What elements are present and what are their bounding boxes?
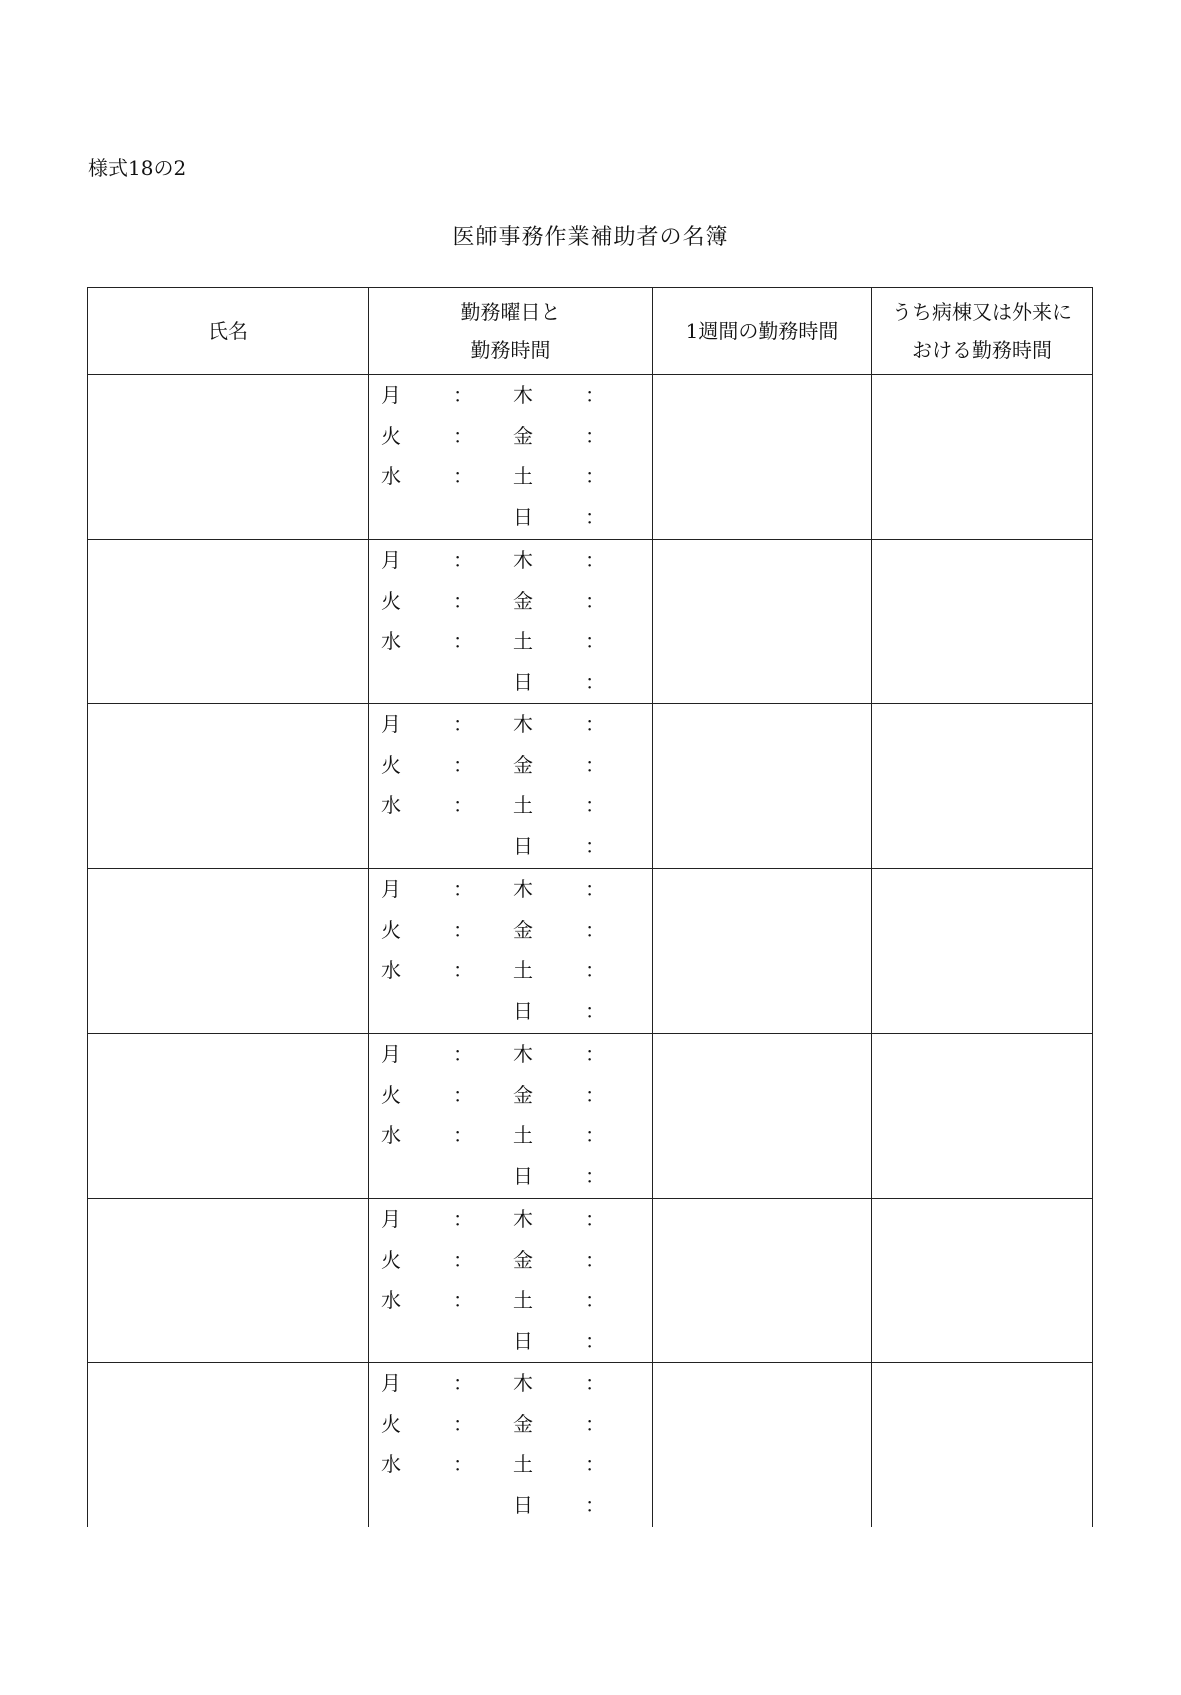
staff-name-cell[interactable]	[88, 869, 369, 1034]
time-field-wed[interactable]: ：	[453, 1452, 473, 1477]
time-field-sun[interactable]: ：	[585, 669, 605, 694]
ward-hours-cell[interactable]	[872, 869, 1093, 1034]
ward-hours-cell[interactable]	[872, 704, 1093, 869]
day-label-sun: 日	[513, 505, 533, 529]
staff-name-cell[interactable]	[88, 1033, 369, 1198]
time-field-sat[interactable]: ：	[585, 628, 605, 653]
ward-hours-cell[interactable]	[872, 1033, 1093, 1198]
time-field-sun[interactable]: ：	[585, 834, 605, 859]
weekday-grid	[369, 1363, 652, 1526]
day-label-sat: 土	[513, 1452, 533, 1477]
header-ward-line1: うち病棟又は外来に	[892, 300, 1072, 324]
day-label-tue: 火	[381, 424, 401, 448]
time-field-sun[interactable]: ：	[585, 1163, 605, 1188]
time-field-sat[interactable]: ：	[585, 1287, 605, 1312]
weekly-hours-cell[interactable]	[653, 704, 872, 869]
weekday-grid	[369, 1199, 652, 1362]
day-label-sun: 日	[513, 999, 533, 1024]
day-label-thu: 木	[513, 1041, 533, 1066]
day-label-mon: 月	[381, 1371, 401, 1396]
time-field-mon[interactable]: ：	[453, 547, 473, 572]
time-field-thu[interactable]: ：	[585, 712, 605, 737]
ward-hours-cell[interactable]	[872, 539, 1093, 704]
day-label-mon: 月	[381, 712, 401, 737]
time-field-sun[interactable]: ：	[585, 1328, 605, 1353]
day-label-thu: 木	[513, 877, 533, 902]
day-label-mon: 月	[381, 877, 401, 902]
time-field-thu[interactable]: ：	[585, 877, 605, 902]
table-row	[88, 1198, 1093, 1363]
time-field-thu[interactable]: ：	[585, 383, 605, 407]
time-field-tue[interactable]: ：	[453, 588, 473, 613]
work-days-cell	[369, 375, 653, 540]
time-field-wed[interactable]: ：	[453, 628, 473, 653]
time-field-sat[interactable]: ：	[585, 1452, 605, 1477]
time-field-wed[interactable]: ：	[453, 1287, 473, 1312]
day-label-mon: 月	[381, 1206, 401, 1231]
table-row	[88, 704, 1093, 869]
day-label-tue: 火	[381, 753, 401, 778]
weekly-hours-cell[interactable]	[653, 1363, 872, 1527]
ward-hours-cell[interactable]	[872, 375, 1093, 540]
time-field-mon[interactable]: ：	[453, 1041, 473, 1066]
time-field-sun[interactable]: ：	[585, 1493, 605, 1518]
work-days-cell	[369, 1198, 653, 1363]
staff-name-cell[interactable]	[88, 375, 369, 540]
weekday-grid	[369, 375, 652, 538]
day-label-mon: 月	[381, 1041, 401, 1066]
day-label-fri: 金	[513, 1247, 533, 1272]
header-weekly-hours: 1週間の勤務時間	[653, 288, 872, 375]
day-label-wed: 水	[381, 628, 401, 653]
day-label-tue: 火	[381, 1412, 401, 1437]
time-field-sun[interactable]: ：	[585, 999, 605, 1024]
time-field-tue[interactable]: ：	[453, 1247, 473, 1272]
time-field-fri[interactable]: ：	[585, 1082, 605, 1107]
day-label-fri: 金	[513, 1082, 533, 1107]
header-row	[88, 288, 1093, 375]
header-name: 氏名	[88, 288, 369, 375]
day-label-sat: 土	[513, 1122, 533, 1147]
time-field-tue[interactable]: ：	[453, 918, 473, 943]
time-field-thu[interactable]: ：	[585, 1206, 605, 1231]
weekday-grid	[369, 869, 652, 1032]
staff-name-cell[interactable]	[88, 704, 369, 869]
staff-name-cell[interactable]	[88, 539, 369, 704]
table-row	[88, 539, 1093, 704]
day-label-tue: 火	[381, 588, 401, 613]
time-field-sun[interactable]: ：	[585, 505, 605, 529]
header-days-line1: 勤務曜日と	[460, 300, 561, 324]
time-field-sat[interactable]: ：	[585, 793, 605, 818]
day-label-sat: 土	[513, 793, 533, 818]
time-field-fri[interactable]: ：	[585, 424, 605, 448]
day-label-fri: 金	[513, 424, 533, 448]
weekday-grid	[369, 540, 652, 703]
weekly-hours-cell[interactable]	[653, 1033, 872, 1198]
ward-hours-cell[interactable]	[872, 1198, 1093, 1363]
table-body	[88, 375, 1093, 1528]
day-label-fri: 金	[513, 918, 533, 943]
time-field-tue[interactable]: ：	[453, 1412, 473, 1437]
header-ward-hours	[872, 288, 1093, 375]
day-label-fri: 金	[513, 1412, 533, 1437]
weekly-hours-cell[interactable]	[653, 869, 872, 1034]
work-days-cell	[369, 539, 653, 704]
day-label-sat: 土	[513, 958, 533, 983]
time-field-fri[interactable]: ：	[585, 1412, 605, 1437]
time-field-wed[interactable]: ：	[453, 1122, 473, 1147]
day-label-tue: 火	[381, 918, 401, 943]
staff-name-cell[interactable]	[88, 1363, 369, 1527]
time-field-mon[interactable]: ：	[453, 383, 473, 407]
day-label-sat: 土	[513, 628, 533, 653]
time-field-thu[interactable]: ：	[585, 547, 605, 572]
day-label-sun: 日	[513, 1493, 533, 1518]
day-label-thu: 木	[513, 547, 533, 572]
time-field-thu[interactable]: ：	[585, 1371, 605, 1396]
time-field-mon[interactable]: ：	[453, 1206, 473, 1231]
day-label-thu: 木	[513, 1371, 533, 1396]
day-label-thu: 木	[513, 383, 533, 407]
day-label-sun: 日	[513, 1328, 533, 1353]
weekly-hours-cell[interactable]	[653, 375, 872, 540]
time-field-fri[interactable]: ：	[585, 1247, 605, 1272]
weekday-grid	[369, 1034, 652, 1197]
day-label-sat: 土	[513, 464, 533, 488]
header-days-hours	[369, 288, 653, 375]
day-label-fri: 金	[513, 588, 533, 613]
staff-name-cell[interactable]	[88, 1198, 369, 1363]
work-days-cell	[369, 1363, 653, 1527]
table-row	[88, 1363, 1093, 1527]
work-days-cell	[369, 1033, 653, 1198]
table-row	[88, 1033, 1093, 1198]
time-field-wed[interactable]: ：	[453, 464, 473, 488]
day-label-wed: 水	[381, 1122, 401, 1147]
time-field-sat[interactable]: ：	[585, 1122, 605, 1147]
time-field-thu[interactable]: ：	[585, 1041, 605, 1066]
day-label-sun: 日	[513, 1163, 533, 1188]
time-field-sat[interactable]: ：	[585, 958, 605, 983]
weekday-grid	[369, 704, 652, 867]
day-label-thu: 木	[513, 1206, 533, 1231]
staff-roster-table	[87, 287, 1093, 1527]
day-label-thu: 木	[513, 712, 533, 737]
time-field-tue[interactable]: ：	[453, 1082, 473, 1107]
day-label-sat: 土	[513, 1287, 533, 1312]
time-field-wed[interactable]: ：	[453, 958, 473, 983]
time-field-tue[interactable]: ：	[453, 753, 473, 778]
work-days-cell	[369, 704, 653, 869]
day-label-wed: 水	[381, 464, 401, 488]
time-field-fri[interactable]: ：	[585, 588, 605, 613]
form-number: 様式18の2	[88, 156, 187, 180]
weekly-hours-cell[interactable]	[653, 1198, 872, 1363]
time-field-mon[interactable]: ：	[453, 877, 473, 902]
work-days-cell	[369, 869, 653, 1034]
time-field-tue[interactable]: ：	[453, 424, 473, 448]
ward-hours-cell[interactable]	[872, 1363, 1093, 1527]
day-label-wed: 水	[381, 1452, 401, 1477]
document-title: 医師事務作業補助者の名簿	[452, 225, 729, 250]
day-label-wed: 水	[381, 793, 401, 818]
header-days-line2: 勤務時間	[470, 338, 551, 362]
day-label-wed: 水	[381, 1287, 401, 1312]
time-field-mon[interactable]: ：	[453, 712, 473, 737]
time-field-fri[interactable]: ：	[585, 753, 605, 778]
day-label-wed: 水	[381, 958, 401, 983]
weekly-hours-cell[interactable]	[653, 539, 872, 704]
day-label-tue: 火	[381, 1247, 401, 1272]
time-field-fri[interactable]: ：	[585, 918, 605, 943]
day-label-mon: 月	[381, 547, 401, 572]
table-row	[88, 869, 1093, 1034]
day-label-fri: 金	[513, 753, 533, 778]
table-row	[88, 375, 1093, 540]
table-header	[88, 288, 1093, 375]
time-field-sat[interactable]: ：	[585, 464, 605, 488]
day-label-mon: 月	[381, 383, 401, 407]
time-field-wed[interactable]: ：	[453, 793, 473, 818]
time-field-mon[interactable]: ：	[453, 1371, 473, 1396]
header-ward-line2: おける勤務時間	[912, 338, 1052, 362]
day-label-sun: 日	[513, 669, 533, 694]
day-label-tue: 火	[381, 1082, 401, 1107]
day-label-sun: 日	[513, 834, 533, 859]
